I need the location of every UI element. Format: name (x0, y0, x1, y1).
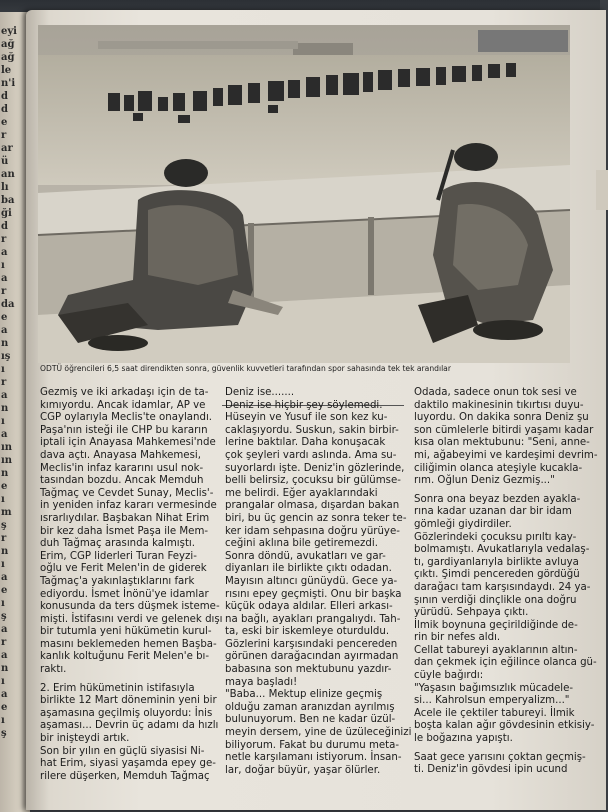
text-line: rım. Oğlun Deniz Gezmiş..." (414, 475, 555, 487)
text-line: cüyle bağırdı: (414, 670, 484, 682)
text-line: Odada, sadece onun tok sesi ve (414, 387, 577, 398)
text-line: Saat gece yarısını çoktan geçmiş- (414, 751, 586, 763)
text-line: na bağlı, ayakları prangalıydı. Tah- (225, 613, 401, 625)
text-line: biliyorum. Fakat bu durumu meta- (225, 739, 400, 751)
text-line: rına kadar uzanan dar bir idam (414, 506, 572, 518)
prev-page-fragment: n (1, 546, 9, 557)
prev-page-fragment: d (1, 91, 8, 102)
text-line: Gözlerini karşısındaki pencereden (225, 638, 398, 650)
prev-page-fragment: d (1, 104, 8, 115)
text-line: darağacı tam karşısındaydı. 24 ya- (414, 581, 591, 593)
prev-page-fragment: ar (1, 143, 13, 154)
text-line: rilere düşerken, Memduh Tağmaç (40, 770, 210, 782)
prev-page-fragment: ağ (1, 52, 15, 63)
text-line: Acele ile çektiler tabureyi. İlmik (414, 707, 575, 719)
text-column-1 (40, 387, 223, 783)
prev-page-fragment: d (1, 221, 8, 232)
text-line: meyin dersem, yine de üzüleceğinizi (225, 727, 412, 739)
text-line: bir tutumla yeni hükümetin kurul- (40, 626, 212, 638)
prev-page-fragment: e (1, 702, 8, 713)
text-line: "Baba... Mektup elinize geçmiş (225, 689, 383, 701)
prev-page-fragment: ş (1, 611, 7, 622)
prev-page-fragment: lı (1, 182, 9, 193)
text-line: şının verdiği dinçlikle ona doğru (414, 594, 577, 606)
prev-page-fragment: a (1, 273, 8, 284)
prev-page-fragment: r (1, 286, 7, 297)
prev-page-fragment: ağ (1, 39, 15, 50)
text-line: duh Tağmaç arasında kalmıştı. (40, 538, 196, 550)
text-line: Deniz ise hiçbir şey söylemedi. (225, 399, 383, 411)
prev-page-fragment: r (1, 377, 7, 388)
prev-page-fragment: ı (1, 364, 5, 375)
text-line: in yeniden infaz kararı vermesinde (40, 500, 217, 512)
prev-page-fragment: a (1, 650, 8, 661)
text-line: Sonra ona beyaz bezden ayakla- (414, 493, 581, 505)
text-line: kısa olan mektubunu: "Seni, anne- (414, 437, 590, 449)
text-line: 2. Erim hükümetinin istifasıyla (40, 682, 195, 694)
prev-page-fragment: an (1, 169, 15, 180)
prev-page-fragment: a (1, 689, 8, 700)
text-line: Hüseyin ve Yusuf ile son kez ku- (225, 412, 388, 424)
text-line: caklaşıyordu. Suskun, sakin birbir- (225, 424, 399, 436)
prev-page-fragment: e (1, 481, 8, 492)
text-line: CGP oylarıyla Meclis'te onaylandı. (40, 412, 213, 424)
text-line: yürüdü. Sehpaya çıktı. (414, 607, 529, 619)
text-line: küçük odaya aldılar. Elleri arkası- (225, 601, 393, 613)
text-line: bolmamıştı. Avukatlarıyla vedalaş- (414, 544, 590, 556)
prev-page-fragment: eyi (1, 26, 17, 37)
prev-page-fragment: ği (1, 208, 12, 219)
text-line: Erim, CGP liderleri Turan Feyzi- (40, 550, 197, 562)
text-line: ısrarlıydılar. Başbakan Nihat Erim (40, 512, 210, 524)
photo-caption: ODTÜ öğrencileri 6,5 saat direndikten sonra, güvenlik kuvvetleri tarafından spor sahasında tek tek arandılar (40, 364, 451, 373)
prev-page-fragment: da (1, 299, 15, 310)
text-line: lar, doğar büyür, yaşar ölürler. (225, 764, 381, 776)
text-line: me belirdi. Eğer ayaklarındaki (225, 487, 378, 499)
text-line: kımıyordu. Ancak idamlar, AP ve (40, 399, 206, 411)
text-line: bir inişteydi artık. (40, 733, 130, 745)
text-line: lerine baktılar. Daha konuşacak (225, 437, 386, 449)
text-line: ciliğimin olanca ateşiyle kucakla- (414, 462, 583, 474)
text-line: babasına son mektubunu yazdır- (225, 664, 392, 676)
text-line: diyanları ile birlikte çıktı odadan. (225, 563, 392, 575)
text-line: raktı. (40, 664, 67, 676)
prev-page-fragment: ı (1, 598, 5, 609)
text-line: luyordu. On dakika sonra Deniz şu (414, 412, 589, 424)
prev-page-fragment: a (1, 429, 8, 440)
text-line: Gözlerindeki çocuksu pırıltı kay- (414, 531, 577, 543)
prev-page-fragment: ş (1, 728, 7, 739)
text-line: prangalar olmasa, dışardan bakan (225, 500, 400, 512)
text-line: Cellat tabureyi ayaklarının altın- (414, 644, 578, 656)
text-line: Paşa'nın isteği ile CHP bu kararın (40, 424, 208, 436)
text-line: bulunuyorum. Ben ne kadar üzül- (225, 714, 396, 726)
text-line: belli belirsiz, çocuksu bir gülümse- (225, 475, 401, 487)
text-line: bir kez daha İsmet Paşa ile Mem- (40, 525, 209, 537)
prev-page-fragment: ı (1, 559, 5, 570)
text-line: Gezmiş ve iki arkadaşı için de ta- (40, 387, 209, 398)
text-line: ti. Deniz'in gövdesi ipin ucund (414, 764, 568, 776)
text-line: Deniz ise....... (225, 387, 295, 398)
text-line: görünen darağacından ayırmadan (225, 651, 399, 663)
prev-page-fragment: ı (1, 676, 5, 687)
text-line: son cümlelerle bitirdi yaşamı kadar (414, 424, 594, 436)
text-line: Tağmaç'a yakınlaştıklarını fark (40, 575, 195, 587)
text-line: oğlu ve Ferit Melen'in de giderek (40, 563, 207, 575)
prev-page-fragment: ın (1, 442, 13, 453)
text-line: İlmik boynuna geçirildiğinde de- (414, 619, 578, 631)
text-line: iptali için Anayasa Mahkemesi'nde (40, 437, 216, 449)
text-line: mişti. İstifasını verdi ve gelenek dışı (40, 613, 223, 625)
prev-page-fragment: a (1, 390, 8, 401)
text-line: rin bir nefes aldı. (414, 632, 501, 644)
text-line: Mayısın altıncı günüydü. Gece ya- (225, 575, 398, 587)
prev-page-fragment: n (1, 403, 9, 414)
prev-page-fragment: ı (1, 416, 5, 427)
text-line: ediyordu. İsmet İnönü'ye idamlar (40, 588, 209, 600)
soldiers-photo-illustration (38, 25, 570, 363)
text-line: Tağmaç ve Cevdet Sunay, Meclis'- (40, 487, 214, 499)
prev-page-fragment: e (1, 312, 8, 323)
text-line: masını beklemeden hemen Başba- (40, 638, 217, 650)
text-line: ta, eski bir iskemleye oturduldu. (225, 626, 390, 638)
prev-page-fragment: r (1, 637, 7, 648)
prev-page-fragment: ı (1, 494, 5, 505)
text-line: "Yaşasın bağımsızlık mücadele- (414, 682, 574, 694)
text-line: Meclis'in infaz kararını usul nok- (40, 462, 204, 474)
prev-page-fragment: a (1, 247, 8, 258)
text-line: netle karşılamanı istiyorum. İnsan- (225, 752, 402, 764)
prev-page-fragment: a (1, 572, 8, 583)
prev-page-fragment: n (1, 338, 9, 349)
text-line: aşamasına geçilmiş oluyordu: İnis (40, 707, 213, 719)
prev-page-fragment: r (1, 130, 7, 141)
prev-page-fragment: r (1, 533, 7, 544)
text-line: rısını epey geçmişti. Onu bir başka (225, 588, 402, 600)
prev-page-fragment: r (1, 234, 7, 245)
prev-page-fragment: le (1, 65, 12, 76)
text-line: birlikte 12 Mart döneminin yeni bir (40, 695, 217, 707)
page-edge-shadow (596, 170, 608, 210)
prev-page-fragment: ş (1, 520, 7, 531)
prev-page-fragment: ın (1, 455, 13, 466)
text-column-3 (414, 387, 598, 777)
text-line: gömleği giydirdiler. (414, 518, 512, 530)
text-line: ceğini aklına bile getiremezdi. (225, 538, 378, 550)
prev-page-fragment: n (1, 468, 9, 479)
text-line: maya başladı! (225, 676, 298, 688)
news-photo (38, 25, 570, 363)
text-line: konusunda da ters düşmek isteme- (40, 601, 220, 613)
text-line: tasından bozdu. Ancak Memduh (40, 475, 204, 487)
text-line: tı, gardiyanlarıyla birlikte avluya (414, 556, 579, 568)
text-line: biri, bu üç gencin az sonra teker te- (225, 512, 407, 524)
text-line: le boğazına yapıştı. (414, 733, 513, 745)
prev-page-fragment: e (1, 117, 8, 128)
prev-page-fragment: ış (1, 351, 11, 362)
text-line: olduğu zaman aranızdan ayrılmış (225, 701, 395, 713)
text-line: daktilo makinesinin tıkırtısı duyu- (414, 399, 584, 411)
text-line: dan çekmek için eğilince olanca gü- (414, 657, 597, 669)
prev-page-fragment: ü (1, 156, 9, 167)
text-line: aşaması... Devrin üç adamı da hızlı (40, 720, 219, 732)
text-line: ker idam sehpasına doğru yürüye- (225, 525, 400, 537)
prev-page-fragment: m (1, 507, 12, 518)
text-line: dava açtı. Anayasa Mahkemesi, (40, 449, 201, 461)
text-line: kanlık koltuğunu Ferit Melen'e bı- (40, 651, 210, 663)
text-line: çok şeyleri vardı aslında. Ama su- (225, 449, 397, 461)
text-line: Son bir yılın en güçlü siyasisi Ni- (40, 745, 205, 757)
prev-page-fragment: e (1, 585, 8, 596)
text-line: çıktı. Şimdi pencereden gördüğü (414, 569, 580, 581)
text-line: mi, ağabeyimi ve kardeşimi devrim- (414, 449, 598, 461)
prev-page-fragment: n (1, 663, 9, 674)
prev-page-fragment: ı (1, 260, 5, 271)
text-line: boşta kalan ağır gövdesinin etkisiy- (414, 720, 595, 732)
prev-page-fragment: a (1, 325, 8, 336)
text-line: si... Kahrolsun emperyalizm..." (414, 695, 570, 707)
text-line: Sonra döndü, avukatları ve gar- (225, 550, 386, 562)
text-line: suyorlardı işte. Deniz'in gözlerinde, (225, 462, 405, 474)
text-column-2 (225, 387, 412, 777)
text-line: hat Erim, siyasi yaşamda epey ge- (40, 758, 216, 770)
prev-page-fragment: n'i (1, 78, 16, 89)
prev-page-fragment: ba (1, 195, 15, 206)
prev-page-fragment: ı (1, 715, 5, 726)
prev-page-fragment: a (1, 624, 8, 635)
